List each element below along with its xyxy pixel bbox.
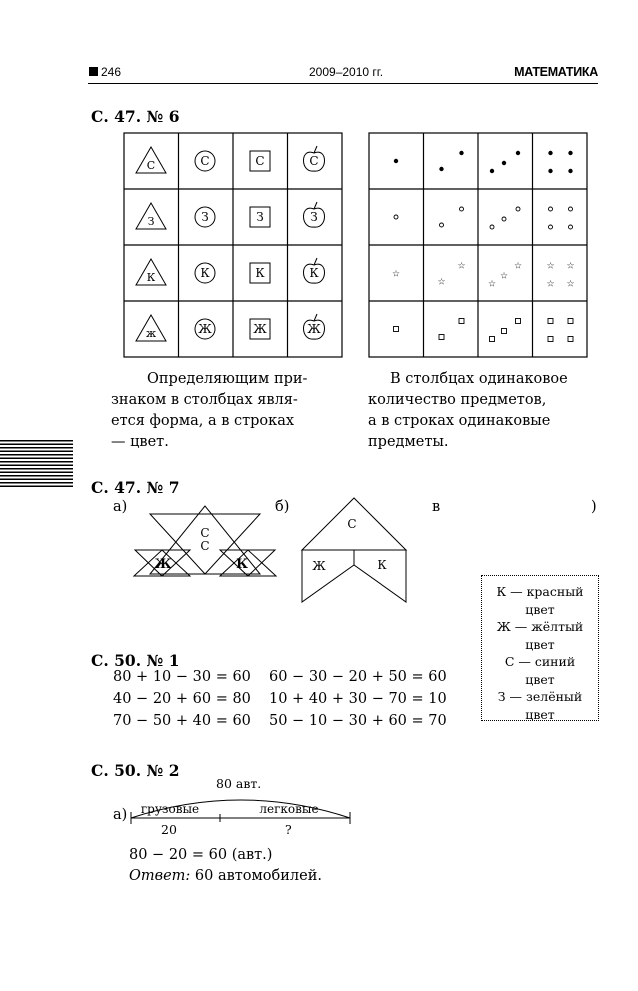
legend-line: цвет <box>525 601 555 617</box>
label-a-2: а) <box>113 807 128 823</box>
shape-letter: К <box>146 271 156 284</box>
answer-label: Ответ: <box>129 868 191 884</box>
task-47-6-right-text <box>368 369 603 453</box>
dot-object <box>394 159 398 163</box>
page-header <box>88 62 598 82</box>
label-a: а) <box>113 499 128 515</box>
margin-stripes <box>0 440 73 489</box>
star-object: ☆ <box>437 277 446 288</box>
square-object <box>548 337 553 342</box>
task-47-6-heading: С. 47. № 6 <box>91 107 180 126</box>
equation: 10 + 40 + 30 − 70 = 10 <box>269 691 447 707</box>
dot-object <box>548 151 552 155</box>
equation: 40 − 20 + 60 = 80 <box>113 691 251 707</box>
fig-a-top2: С <box>200 539 210 553</box>
square-object <box>548 319 553 324</box>
dot-object <box>439 167 443 171</box>
answer-line <box>129 866 322 887</box>
right-text-line: предметы. <box>368 434 449 450</box>
star-object: ☆ <box>546 279 555 290</box>
shape-letter: З <box>201 210 209 224</box>
ring-object <box>440 223 444 227</box>
star-object: ☆ <box>457 261 466 272</box>
legend-line: цвет <box>525 706 555 722</box>
ring-object <box>569 207 573 211</box>
fig-a-left: Ж <box>154 557 172 572</box>
ring-object <box>460 207 464 211</box>
header-rule <box>88 83 598 84</box>
figure-b-chevron <box>298 495 410 605</box>
dot-object <box>568 151 572 155</box>
fig-b-right: К <box>377 558 387 572</box>
label-paren: ) <box>591 499 597 515</box>
equation-row <box>113 691 447 713</box>
right-text-line: а в строках одинаковые <box>368 413 551 429</box>
ring-object <box>394 215 398 219</box>
equation: 60 − 30 − 20 + 50 = 60 <box>269 669 447 685</box>
ring-object <box>549 225 553 229</box>
star-object: ☆ <box>391 269 401 280</box>
equation-row <box>113 713 447 735</box>
square-object <box>394 327 399 332</box>
shape-letter: С <box>309 154 319 168</box>
shape-letter: Ж <box>198 322 212 336</box>
value-1: 20 <box>161 822 177 837</box>
legend-line: цвет <box>525 671 555 687</box>
shape-letter: К <box>200 266 210 280</box>
left-text-line: ется форма, а в строках <box>111 413 295 429</box>
equation: 50 − 10 − 30 + 60 = 70 <box>269 713 447 729</box>
legend-line: З — зелёный <box>497 689 583 704</box>
total-label: 80 авт. <box>216 776 262 791</box>
star-object: ☆ <box>566 279 575 290</box>
shape-letter: Ж <box>253 322 267 336</box>
square-object <box>459 319 464 324</box>
square-object <box>516 319 521 324</box>
fig-b-left: Ж <box>312 559 326 573</box>
figure-a-triangles <box>130 500 280 580</box>
equations <box>113 669 447 735</box>
shape-letter: С <box>200 154 210 168</box>
shape-letter: ж <box>145 327 157 340</box>
ring-object <box>502 217 506 221</box>
value-2: ? <box>285 822 292 837</box>
fig-a-right: К <box>236 557 248 572</box>
legend-line: цвет <box>525 636 555 652</box>
task-47-7-heading: С. 47. № 7 <box>91 478 180 497</box>
right-text-line: В столбцах одинаковое <box>390 371 568 387</box>
left-text-line: Определяющим при- <box>147 371 308 387</box>
star-object: ☆ <box>487 279 497 290</box>
square-object <box>568 337 573 342</box>
header-years: 2009–2010 гг. <box>309 65 384 79</box>
legend-line: С — синий <box>504 654 576 669</box>
shape-letter: С <box>146 159 156 172</box>
task-50-2-heading: С. 50. № 2 <box>91 761 180 780</box>
task-50-1-heading: С. 50. № 1 <box>91 651 180 670</box>
left-text-line: — цвет. <box>111 434 169 450</box>
equation: 70 − 50 + 40 = 60 <box>113 713 251 729</box>
ring-object <box>490 225 494 229</box>
shape-letter: З <box>147 215 155 228</box>
page-number: 246 <box>101 65 122 79</box>
star-object: ☆ <box>546 261 555 272</box>
equation-row <box>113 669 447 691</box>
task-47-6-left-text <box>111 369 351 453</box>
answer-text: 60 автомобилей. <box>194 868 322 884</box>
dot-object <box>568 169 572 173</box>
shape-letter: К <box>309 266 319 280</box>
left-text-line: знаком в столбцах явля- <box>111 392 298 408</box>
dot-object <box>502 161 506 165</box>
shape-letter: З <box>310 210 318 224</box>
square-object <box>502 329 507 334</box>
segment-2-label: легковые <box>259 802 319 816</box>
dot-object <box>490 169 494 173</box>
legend-line: Ж — жёлтый <box>496 619 584 634</box>
ring-object <box>569 225 573 229</box>
segment-1-label: грузовые <box>140 802 200 816</box>
ring-object <box>516 207 520 211</box>
shape-letter: С <box>255 154 265 168</box>
equation: 80 + 10 − 30 = 60 <box>113 669 251 685</box>
fig-a-top1: С <box>200 526 210 540</box>
ring-object <box>549 207 553 211</box>
dot-object <box>548 169 552 173</box>
star-object: ☆ <box>499 271 509 282</box>
right-text-line: количество предметов, <box>368 392 547 408</box>
header-subject: МАТЕМАТИКА <box>514 65 598 79</box>
square-object <box>439 335 444 340</box>
square-object <box>568 319 573 324</box>
shape-letter: З <box>256 210 264 224</box>
solution-line: 80 − 20 = 60 (авт.) <box>129 847 273 863</box>
star-object: ☆ <box>513 261 523 272</box>
fig-b-top: С <box>347 517 357 531</box>
label-b: б) <box>275 499 290 515</box>
label-v: в <box>432 499 441 515</box>
dots-grid <box>368 132 588 358</box>
shape-letter: Ж <box>307 322 321 336</box>
star-object: ☆ <box>566 261 575 272</box>
dot-object <box>516 151 520 155</box>
page-marker-icon <box>89 67 98 76</box>
legend-line: К — красный <box>496 584 584 599</box>
dot-object <box>459 151 463 155</box>
shape-letter: К <box>255 266 265 280</box>
square-object <box>490 337 495 342</box>
color-legend <box>481 575 599 721</box>
shape-grid <box>123 132 343 358</box>
